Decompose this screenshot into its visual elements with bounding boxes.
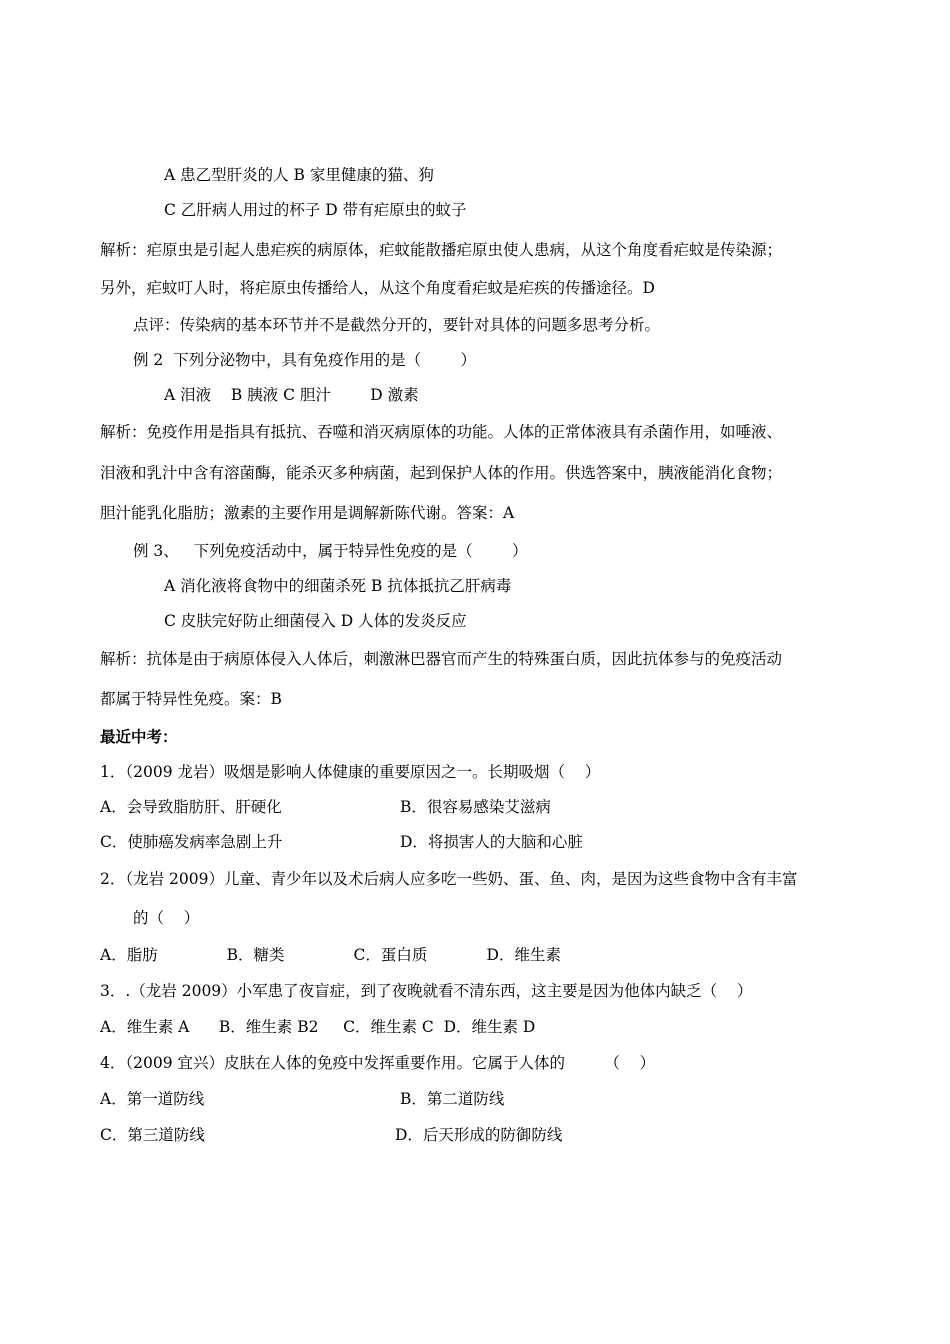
problem2-question-line-2: 的（ ） [133, 909, 200, 927]
problem1-option-d: D．将损害人的大脑和心脏 [400, 833, 583, 851]
problem1-question: 1．（2009 龙岩）吸烟是影响人体健康的重要原因之一。长期吸烟（ ） [100, 763, 601, 781]
problem2-options: A．脂肪 B．糖类 C．蛋白质 D．维生素 [100, 946, 561, 964]
problem3-question: 3．.（龙岩 2009）小军患了夜盲症，到了夜晚就看不清东西，这主要是因为他体内缺乏（ ） [100, 982, 753, 1000]
problem4-option-b: B．第二道防线 [400, 1090, 505, 1108]
q1-options-cd: C 乙肝病人用过的杯子 D 带有疟原虫的蚊子 [164, 201, 467, 219]
example3-analysis-line-1: 解析：抗体是由于病原体侵入人体后，刺激淋巴器官而产生的特殊蛋白质，因此抗体参与的免疫活动 [100, 650, 783, 668]
problem1-option-a: A．会导致脂肪肝、肝硬化 [100, 798, 282, 816]
problem4-question: 4．（2009 宜兴）皮肤在人体的免疫中发挥重要作用。它属于人体的 （ ） [100, 1054, 656, 1072]
example2-analysis-line-3: 胆汁能乳化脂肪；激素的主要作用是调解新陈代谢。答案：A [100, 504, 515, 522]
q1-analysis-line-1: 解析：疟原虫是引起人患疟疾的病原体，疟蚊能散播疟原虫使人患病，从这个角度看疟蚊是传染源； [100, 241, 783, 259]
example3-options-ab: A 消化液将食物中的细菌杀死 B 抗体抵抗乙肝病毒 [164, 577, 512, 595]
example2-question: 例 2 下列分泌物中，具有免疫作用的是（ ） [133, 351, 477, 369]
problem1-option-b: B．很容易感染艾滋病 [400, 798, 551, 816]
problem4-option-d: D．后天形成的防御防线 [395, 1126, 563, 1144]
q1-analysis-line-2: 另外，疟蚊叮人时，将疟原虫传播给人，从这个角度看疟蚊是疟疾的传播途径。D [100, 279, 655, 297]
q1-comment: 点评：传染病的基本环节并不是截然分开的，要针对具体的问题多思考分析。 [133, 316, 661, 334]
problem4-option-c: C．第三道防线 [100, 1126, 205, 1144]
example2-analysis-line-1: 解析：免疫作用是指具有抵抗、吞噬和消灭病原体的功能。人体的正常体液具有杀菌作用，如唾液、 [100, 423, 783, 441]
problem4-option-a: A．第一道防线 [100, 1090, 205, 1108]
q1-options-ab: A 患乙型肝炎的人 B 家里健康的猫、狗 [164, 166, 434, 184]
example3-analysis-line-2: 都属于特异性免疫。案：B [100, 690, 282, 708]
problem3-options: A．维生素 A B．维生素 B2 C．维生素 C D．维生素 D [100, 1018, 536, 1036]
example2-analysis-line-2: 泪液和乳汁中含有溶菌酶，能杀灭多种病菌，起到保护人体的作用。供选答案中，胰液能消化食物； [100, 464, 783, 482]
example3-question: 例 3、 下列免疫活动中，属于特异性免疫的是（ ） [133, 542, 528, 560]
problem2-question-line-1: 2．（龙岩 2009）儿童、青少年以及术后病人应多吃一些奶、蛋、鱼、肉，是因为这些食物中含有丰富 [100, 870, 798, 888]
section-heading: 最近中考： [100, 728, 178, 746]
example3-options-cd: C 皮肤完好防止细菌侵入 D 人体的发炎反应 [164, 612, 467, 630]
example2-options: A 泪液 B 胰液 C 胆汁 D 激素 [164, 386, 419, 404]
problem1-option-c: C．使肺癌发病率急剧上升 [100, 833, 283, 851]
